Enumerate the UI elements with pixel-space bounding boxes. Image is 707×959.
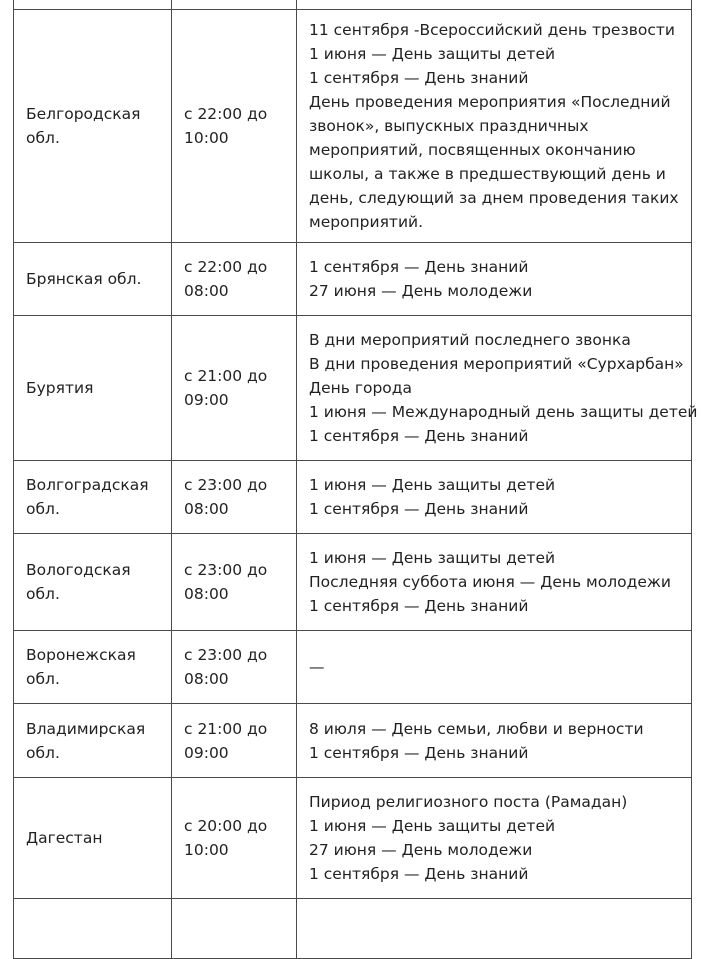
day-entry: День проведения мероприятия «Последний звонок», выпускных праздничных мероприятий, посвященных окончанию школы, а также в предшествующий день и день, следующий за днем проведения таких мероприятий. xyxy=(309,93,679,231)
time-cell: с 23:00 до 08:00 xyxy=(172,461,297,534)
region-cell: Бурятия xyxy=(14,316,172,461)
table-row xyxy=(14,243,692,316)
region-cell: Брянская обл. xyxy=(14,243,172,316)
table-row xyxy=(14,461,692,534)
days-cell xyxy=(297,631,692,704)
region-cell: Дагестан xyxy=(14,778,172,899)
time-cell: с 21:00 до 09:00 xyxy=(172,316,297,461)
day-entry: 1 сентября — День знаний xyxy=(309,258,529,276)
time-cell: с 20:00 до 10:00 xyxy=(172,778,297,899)
days-cell xyxy=(297,704,692,778)
table-row xyxy=(14,899,692,959)
region-cell: Белгородская обл. xyxy=(14,10,172,243)
day-entry: В дни мероприятий последнего звонка xyxy=(309,331,631,349)
region-cell: Владимирская обл. xyxy=(14,704,172,778)
day-entry: 1 сентября — День знаний xyxy=(309,865,529,883)
days-cell xyxy=(297,534,692,631)
days-cell xyxy=(297,461,692,534)
time-cell: с 21:00 до 09:00 xyxy=(172,704,297,778)
time-cell: с 22:00 до 08:00 xyxy=(172,243,297,316)
time-cell xyxy=(172,899,297,959)
day-entry: 1 сентября — День знаний xyxy=(309,427,529,445)
days-cell xyxy=(297,899,692,959)
day-entry: 1 сентября — День знаний xyxy=(309,500,529,518)
days-cell xyxy=(297,10,692,243)
restrictions-table-wrap xyxy=(13,0,698,959)
table-row xyxy=(14,10,692,243)
day-entry: 1 сентября — День знаний xyxy=(309,69,529,87)
region-cell: Волгоградская обл. xyxy=(14,461,172,534)
time-cell: с 23:00 до 08:00 xyxy=(172,534,297,631)
table-row xyxy=(14,778,692,899)
day-entry: 1 июня — День защиты детей xyxy=(309,45,556,63)
days-cell xyxy=(297,243,692,316)
days-cell xyxy=(297,316,698,461)
region-cell: Воронежская обл. xyxy=(14,631,172,704)
time-cell: с 22:00 до 10:00 xyxy=(172,10,297,243)
days-cell xyxy=(297,778,692,899)
day-entry: Последняя суббота июня — День молодежи xyxy=(309,573,671,591)
days-cell xyxy=(297,0,692,10)
region-cell xyxy=(14,899,172,959)
day-entry: Пириод религиозного поста (Рамадан) xyxy=(309,793,628,811)
table-row xyxy=(14,704,692,778)
region-cell xyxy=(14,0,172,10)
region-cell: Вологодская обл. xyxy=(14,534,172,631)
table-row xyxy=(14,631,692,704)
day-entry: 8 июля — День семьи, любви и верности xyxy=(309,719,644,738)
time-cell xyxy=(172,0,297,10)
day-entry: 27 июня — День молодежи xyxy=(309,282,533,300)
day-entry: 1 июня — День защиты детей xyxy=(309,549,556,567)
table-body xyxy=(14,0,698,959)
day-entry: В дни проведения мероприятий «Сурхарбан» xyxy=(309,355,684,373)
day-entry: День города xyxy=(309,379,413,397)
table-row xyxy=(14,316,692,461)
table-row xyxy=(14,534,692,631)
day-entry: 1 июня — День защиты детей xyxy=(309,817,556,835)
day-entry: 27 июня — День молодежи xyxy=(309,841,533,859)
day-entry: 1 сентября — День знаний xyxy=(309,743,529,762)
table-row xyxy=(14,0,692,10)
time-cell: с 23:00 до 08:00 xyxy=(172,631,297,704)
day-entry: 1 июня — День защиты детей xyxy=(309,476,556,494)
day-entry: 11 сентября -Всероссийский день трезвости xyxy=(309,21,675,39)
day-entry: — xyxy=(309,658,325,676)
alcohol-restrictions-table xyxy=(13,0,698,959)
day-entry: 1 сентября — День знаний xyxy=(309,597,529,615)
day-entry: 1 июня — Международный день защиты детей xyxy=(309,403,698,421)
